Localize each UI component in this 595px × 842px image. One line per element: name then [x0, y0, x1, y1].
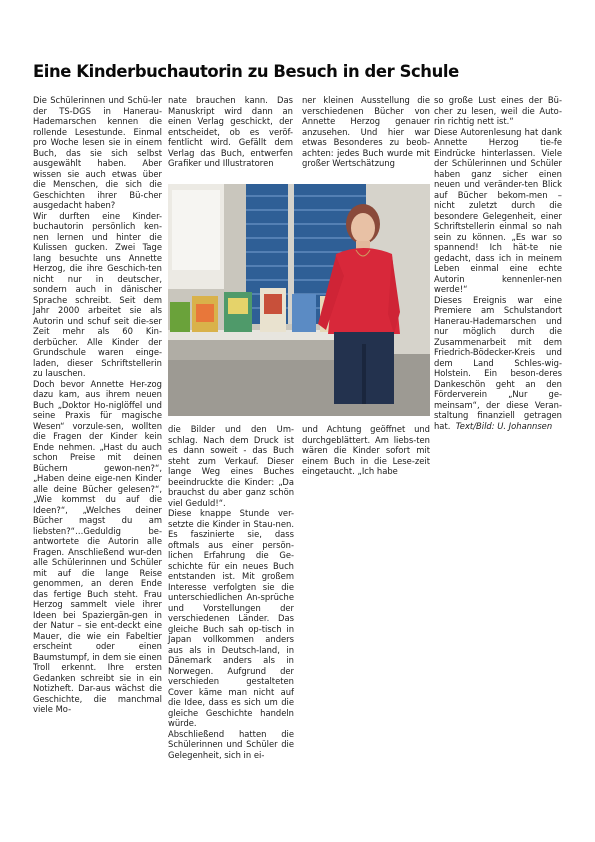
column-2-bottom	[168, 424, 294, 760]
column-4	[434, 95, 562, 431]
column-1	[33, 95, 162, 715]
paragraph: Doch bevor Annette Her-zog dazu kam, aus ihrem neuen Buch „Doktor Ho-niglöffel und seine Praxis für magische Wesen“ vorzule-sen, wollten die Fragen der Kinder kein Ende nehmen. „Hast du auch schon Preise mit deinen Büchern gewon-nen?“, „Haben deine eige-nen Kinder alle deine Bücher gelesen?“, „Wie kommst du auf die Ideen?“, „Welches deiner Bücher magst du am liebsten?“…Geduldig be-antwortete die Autorin alle Fragen. Anschließend wur-den alle Schülerinnen und Schüler mit auf die lange Reise genommen, an deren Ende das fertige Buch steht. Frau Herzog sammelt viele ihrer Ideen bei Spaziergän-gen in der Natur – sie ent-deckt eine Mauer, die wie ein Fabeltier erscheint oder einen Baumstumpf, in dem sie einen Troll erkennt. Ihre ersten Gedanken schreibt sie in ein Notizheft. Dar-aus wächst die Geschichte, die manchmal viele Mo-	[33, 378, 162, 714]
paragraph: Diese knappe Stunde ver-setzte die Kinder in Stau-nen. Es faszinierte sie, dass oftmals aus einer persön-lichen Erfahrung die Ge-schichte für ein neues Buch entstanden ist. Mit großem Interesse verfolgten sie die unterschiedlichen An-sprüche und Vorstellungen der verschiedenen Länder. Das gleiche Buch sah op-tisch in Japan vollkommen anders aus als in Deutsch-land, in Dänemark anders als in Norwegen. Aufgrund der verschieden gestalteten Cover käme man nicht auf die Idee, dass es sich um die gleiche Geschichte handeln würde.	[168, 508, 294, 728]
photo-credit: Text/Bild: U. Johannsen	[455, 420, 553, 431]
paragraph: so große Lust eines der Bü-cher zu lesen, weil die Auto-rin richtig nett ist.“	[434, 95, 562, 126]
column-3-bottom	[302, 424, 430, 477]
paragraph: nate brauchen kann. Das Manuskript wird dann an einen Verlag geschickt, der entscheidet, ob es veröf-fentlicht wird. Gefällt dem Verlag das Buch, entwerfen Grafiker und Illustratoren	[168, 95, 293, 168]
paragraph: Diese Autorenlesung hat dank Annette Herzog tie-fe Eindrücke hinterlassen. Viele der Schülerinnen und Schüler haben ganz sicher einen neuen und veränder-ten Blick auf Bücher bekom-men – nicht zuletzt durch die besondere Gelegenheit, einer Schriftstellerin einmal so nah sein zu können. „Es war so spannend! Ich hät-te nie gedacht, dass ich in meinem Leben einmal eine echte Autorin kennenler-nen werde!“	[434, 126, 562, 294]
paragraph	[434, 295, 562, 432]
author-photo	[168, 184, 430, 416]
article-title: Eine Kinderbuchautorin zu Besuch in der Schule	[33, 62, 459, 81]
column-2-top	[168, 95, 293, 169]
column-3-top	[302, 95, 430, 169]
paragraph: Wir durften eine Kinder-buchautorin persönlich ken-nen lernen und hinter die Kulissen gucken. Zwei Tage lang besuchte uns Annette Herzog, die ihre Geschich-ten nicht nur in deutscher, sondern auch in dänischer Sprache schreibt. Seit dem Jahr 2000 arbeitet sie als Autorin und schuf seit die-ser Zeit mehr als 60 Kin-derbücher. Alle Kinder der Grundschule waren einge-laden, dieser Schriftstellerin zu lauschen.	[33, 210, 162, 378]
paragraph-text: Dieses Ereignis war eine Premiere am Schulstandort Hanerau-Hademarschen und nur möglich durch die Zusammenarbeit mit dem Friedrich-Bödecker-Kreis und dem Land Schles-wig-Holstein. Ein beson-deres Dankeschön geht an den Förderverein „Nur ge-meinsam“, der diese Veran-staltung finanziell getragen hat.	[434, 294, 562, 431]
author-photo-illustration	[168, 184, 430, 416]
paragraph: ner kleinen Ausstellung die verschiedenen Bücher von Annette Herzog genauer anzusehen. Und hier war etwas Besonderes zu beob-achten: jedes Buch wurde mit großer Wertschätzung	[302, 95, 430, 168]
paragraph: und Achtung geöffnet und durchgeblättert. Am liebs-ten wären die Kinder sofort mit einem Buch in die Lese-zeit eingetaucht. „Ich habe	[302, 424, 430, 476]
paragraph: Abschließend hatten die Schülerinnen und Schüler die Gelegenheit, sich in ei-	[168, 728, 294, 760]
paragraph: Die Schülerinnen und Schü-ler der TS-DGS in Hanerau-Hademarschen kennen die rollende Lesestunde. Einmal pro Woche lesen sie in einem Buch, das sie sich selbst ausgewählt haben. Aber wissen sie auch etwas über die Menschen, die sich die Geschichten ihrer Bü-cher ausgedacht haben?	[33, 95, 162, 210]
paragraph: die Bilder und den Um-schlag. Nach dem Druck ist es dann soweit - das Buch steht zum Verkauf. Dieser lange Weg eines Buches beeindruckte die Kinder: „Da brauchst du aber ganz schön viel Geduld!“.	[168, 424, 294, 508]
